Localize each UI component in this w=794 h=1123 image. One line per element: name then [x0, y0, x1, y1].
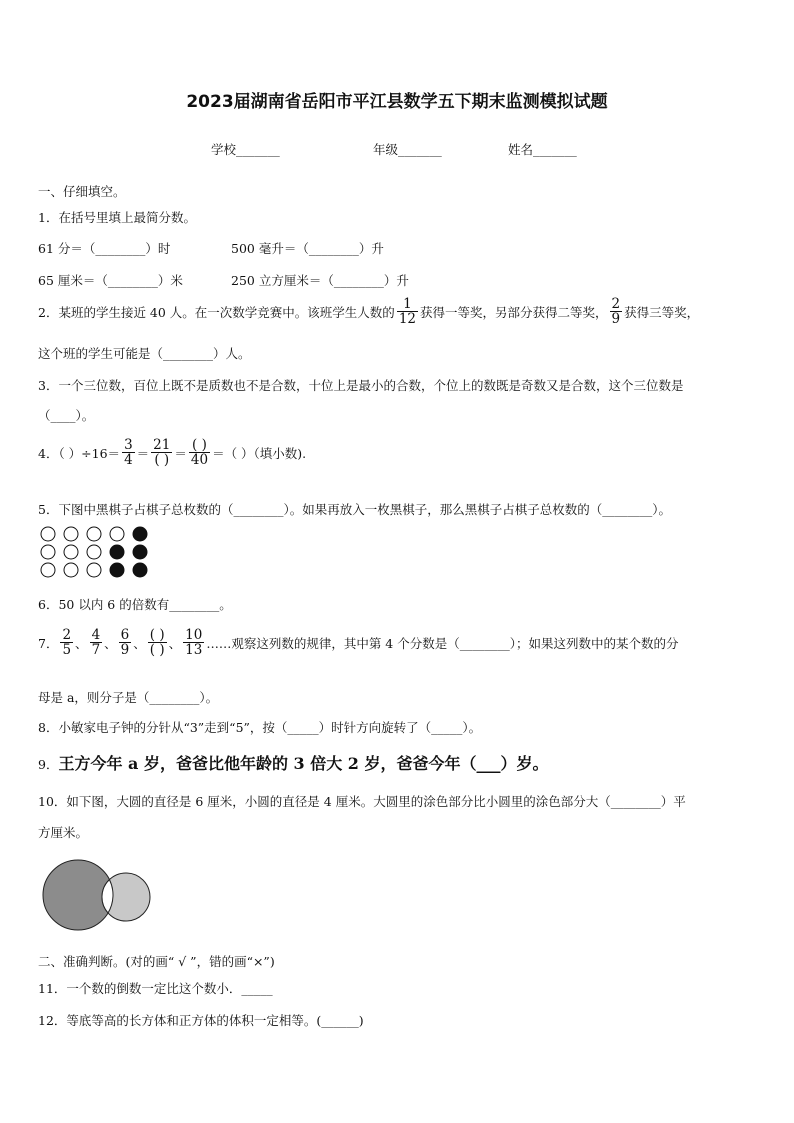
q2-fraction-2	[610, 297, 623, 326]
q1-d: 250 立方厘米＝（________）升	[231, 273, 409, 288]
q7-separator: 、	[75, 635, 88, 651]
white-piece	[64, 527, 78, 541]
q4-fraction-2-den: ( )	[154, 452, 170, 469]
q7-fraction	[148, 628, 167, 657]
section2-heading: 二、准确判断。(对的画“ √ ”，错的画“×”)	[38, 954, 275, 969]
q9-number: 9．	[38, 757, 59, 772]
q4-eq-1: ＝	[136, 445, 150, 461]
q10-line1: 10．如下图，大圆的直径是 6 厘米，小圆的直径是 4 厘米。大圆里的涂色部分比小圆里的涂色部分大（________）平	[38, 794, 686, 809]
q2-fraction-1-den: 12	[398, 311, 416, 328]
q7-fraction-num: 10	[185, 627, 203, 643]
white-piece	[87, 545, 101, 559]
q7-fraction-num: 2	[62, 627, 72, 643]
q7-fraction-den: 7	[91, 642, 101, 659]
q2-fraction-1	[397, 297, 418, 326]
q7-fraction	[60, 628, 73, 657]
q7-line1	[38, 628, 678, 657]
q7-separator: 、	[168, 635, 182, 651]
grade-field[interactable]: 年级_______	[373, 142, 442, 157]
q4-text-1: 4．（ ）÷16＝	[38, 445, 121, 461]
white-piece	[64, 545, 78, 559]
q7-fraction	[90, 628, 103, 657]
q7-label: 7．	[38, 635, 59, 651]
q7-separator: 、	[104, 635, 117, 651]
q4-fraction-2-num: 21	[153, 437, 171, 453]
q1-c: 65 厘米＝（________）米	[38, 273, 183, 288]
q7-separator: 、	[133, 635, 146, 651]
q7-fraction-sequence	[58, 628, 206, 657]
q5-text: 5．下图中黑棋子占棋子总枚数的（________）。如果再放入一枚黑棋子，那么黑棋子占棋子总枚数的（________）。	[38, 502, 671, 517]
q4-fraction-3	[189, 438, 210, 467]
q2-text-1: 2．某班的学生接近 40 人。在一次数学竞赛中。该班学生人数的	[38, 304, 395, 320]
q4-line	[38, 438, 306, 467]
white-piece	[64, 563, 78, 577]
black-piece	[133, 563, 147, 577]
white-piece	[87, 563, 101, 577]
q7-fraction	[183, 628, 204, 657]
q4-fraction-1-num: 3	[124, 437, 133, 453]
q4-fraction-2	[151, 438, 172, 467]
q2-fraction-1-num: 1	[403, 296, 412, 312]
name-field[interactable]: 姓名_______	[508, 142, 577, 157]
q6-text: 6．50 以内 6 的倍数有________。	[38, 597, 232, 612]
q4-fraction-3-den: 40	[190, 452, 209, 469]
q7-fraction-den: 13	[185, 642, 203, 659]
q7-fraction-num: ( )	[149, 627, 165, 643]
q2-text-3: 获得三等奖，	[624, 304, 700, 320]
q4-fraction-1	[122, 438, 135, 467]
q2-line2: 这个班的学生可能是（________）人。	[38, 346, 251, 361]
section1-heading: 一、仔细填空。	[38, 184, 126, 199]
page-title: 2023届湖南省岳阳市平江县数学五下期末监测模拟试题	[186, 92, 608, 112]
black-piece	[133, 527, 147, 541]
q2-fraction-2-num: 2	[611, 296, 621, 312]
q1-a: 61 分＝（________）时	[38, 241, 171, 256]
q12-text: 12．等底等高的长方体和正方体的体积一定相等。(______)	[38, 1013, 364, 1028]
q7-tail: ……观察这列数的规律，其中第 4 个分数是（________）；如果这列数中的某个数的分	[206, 635, 679, 651]
q8-text: 8．小敏家电子钟的分针从“3”走到“5”，按（_____）时针方向旋转了（_____）。	[38, 720, 482, 735]
q4-eq-2: ＝	[174, 445, 187, 461]
q7-fraction-num: 6	[120, 627, 130, 643]
q1-stem: 1．在括号里填上最简分数。	[38, 210, 196, 225]
q9-line	[38, 751, 549, 774]
q2-fraction-2-den: 9	[611, 311, 621, 328]
q2-text-2: 获得一等奖，另部分获得二等奖，	[420, 304, 608, 320]
q2-line1	[38, 297, 699, 326]
white-piece	[41, 527, 55, 541]
q11-text: 11．一个数的倒数一定比这个数小．_____	[38, 981, 273, 996]
white-piece	[41, 563, 55, 577]
circles-figure	[40, 857, 155, 933]
q4-fraction-1-den: 4	[124, 452, 133, 469]
black-piece	[110, 563, 124, 577]
black-piece	[110, 545, 124, 559]
q10-line2: 方厘米。	[38, 825, 89, 840]
chess-pieces-figure	[40, 526, 160, 580]
q9-text: 王方今年 a 岁，爸爸比他年龄的 3 倍大 2 岁，爸爸今年（___）岁。	[58, 754, 549, 773]
q4-fraction-3-num: ( )	[192, 437, 207, 453]
q4-text-2: ＝（ ）（填小数).	[212, 445, 307, 461]
white-piece	[110, 527, 124, 541]
q1-b: 500 毫升＝（________）升	[231, 241, 384, 256]
white-piece	[87, 527, 101, 541]
black-piece	[133, 545, 147, 559]
q7-line2: 母是 a，则分子是（________）。	[38, 690, 219, 705]
q7-fraction-den: ( )	[149, 642, 165, 659]
school-field[interactable]: 学校_______	[211, 142, 280, 157]
q7-fraction-den: 9	[120, 642, 130, 659]
white-piece	[41, 545, 55, 559]
q7-fraction-den: 5	[62, 642, 72, 659]
q3-line2: （____）。	[38, 408, 95, 423]
q3-line1: 3．一个三位数，百位上既不是质数也不是合数，十位上是最小的合数，个位上的数既是奇数又是合数，这个三位数是	[38, 378, 684, 393]
q7-fraction	[119, 628, 132, 657]
q7-fraction-num: 4	[91, 627, 101, 643]
